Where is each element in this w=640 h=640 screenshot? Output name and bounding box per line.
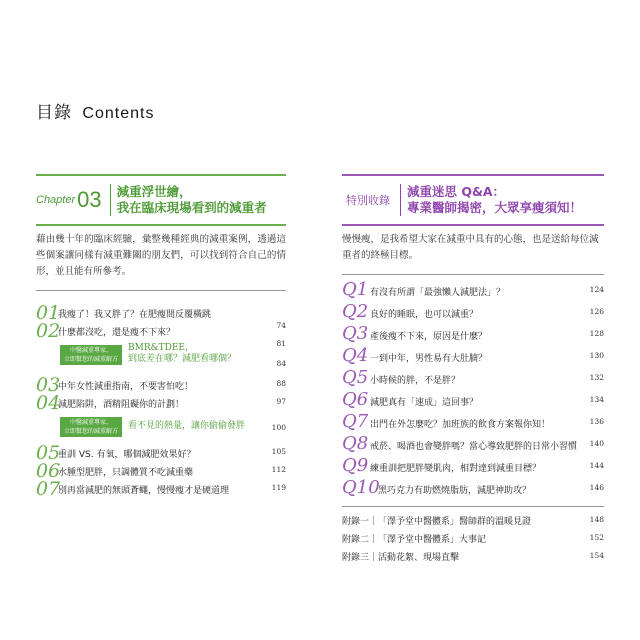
qa-item[interactable] [342, 455, 604, 476]
toc-item[interactable] [36, 392, 286, 414]
item-page: 105 [271, 447, 286, 456]
qa-page: 146 [589, 483, 604, 492]
qa-number: Q6 [342, 389, 369, 410]
qa-title: 有沒有所謂「最強懶人減肥法」？ [370, 288, 506, 298]
qa-number: Q8 [342, 433, 369, 454]
special-title-line-1: 減重迷思 Q&A： [407, 184, 506, 199]
item-title: 什麼都沒吃，還是瘦不下來？ [58, 328, 176, 338]
qa-title: 減肥真有「速成」這回事？ [370, 398, 479, 408]
qa-title: 練重訓把肥胖變肌肉，相對達到減重目標？ [370, 464, 542, 474]
toc-item[interactable] [36, 460, 286, 482]
chapter-number: 03 [77, 187, 102, 212]
qa-title: 小時候的胖，不是胖？ [370, 376, 461, 386]
item-page: 119 [271, 483, 286, 492]
special-label: 特別收錄 [346, 194, 390, 207]
item-number: 05 [36, 442, 61, 464]
item-title: 別再當減肥的無頭蒼蠅，慢慢瘦才是硬道理 [58, 486, 230, 496]
special-intro: 慢慢瘦，是我希望大家在減重中具有的心態，也是送給每位減重者的終極目標。 [342, 234, 599, 261]
qa-number: Q1 [342, 279, 369, 300]
qa-item[interactable] [342, 301, 604, 322]
page-title [36, 98, 154, 123]
item-page: 97 [276, 397, 286, 406]
badge-line-1: 中醫減重專家， [69, 347, 112, 354]
toc-item[interactable] [36, 302, 286, 324]
sub-item-page: 100 [271, 423, 286, 432]
chapter-intro: 藉由幾十年的臨床經驗，彙整幾種經典的減重案例，透過這些個案讓同樣有減重難關的朋友們，可以找到符合自己的情形，並且能有所參考。 [36, 234, 286, 277]
chapter-header [36, 176, 286, 224]
qa-number: Q4 [342, 345, 369, 366]
item-number: 02 [36, 320, 61, 342]
badge-line-1: 中醫減重專家， [69, 419, 112, 426]
special-bottom-rule [342, 224, 604, 226]
item-title: 我瘦了！我又胖了？在肥瘦間反覆橫跳 [58, 310, 212, 320]
qa-title: 戒菸、喝酒也會變胖嗎？當心導致肥胖的日常小習慣 [370, 442, 578, 452]
appendix-item[interactable] [342, 532, 604, 546]
item-page: 112 [271, 465, 286, 474]
appendix-title: 附錄二｜「澤予堂中醫體系」大事記 [342, 535, 487, 545]
qa-number: Q2 [342, 301, 369, 322]
qa-title: 一到中年，男性易有大肚腩？ [370, 354, 488, 364]
special-title [400, 184, 582, 216]
item-number: 03 [36, 374, 61, 396]
sub-item-title[interactable] [128, 421, 245, 432]
badge-line-2: 立即幫您的減重解方 [63, 428, 118, 435]
special-column [342, 174, 604, 564]
item-title: 減肥陷阱，酒精阻礙你的計劃！ [58, 400, 185, 410]
appendix-title: 附錄一｜「澤予堂中醫體系」醫師群的溫暖見證 [342, 517, 532, 527]
qa-item[interactable] [342, 433, 604, 454]
appendix-page: 154 [589, 551, 604, 560]
sub-title-line-1: BMR&TDEE， [128, 343, 194, 353]
item-title: 中年女性減重指南，不要害怕吃！ [58, 382, 194, 392]
toc-item[interactable] [36, 320, 286, 342]
qa-separator [342, 274, 604, 275]
qa-number: Q3 [342, 323, 369, 344]
expert-badge [60, 345, 122, 365]
qa-page: 124 [589, 285, 604, 294]
special-header [342, 176, 604, 224]
chapter-title-line-1: 減重浮世繪， [116, 184, 192, 199]
qa-number: Q10 [342, 477, 380, 498]
chapter-toc [36, 297, 286, 500]
item-number: 04 [36, 392, 61, 414]
item-page: 81 [276, 339, 286, 348]
qa-number: Q5 [342, 367, 369, 388]
qa-item[interactable] [342, 477, 604, 498]
qa-item[interactable] [342, 345, 604, 366]
toc-item[interactable] [36, 374, 286, 396]
qa-page: 144 [589, 461, 604, 470]
appendix-page: 152 [589, 533, 604, 542]
qa-page: 130 [589, 351, 604, 360]
appendix-item[interactable] [342, 514, 604, 528]
qa-item[interactable] [342, 279, 604, 300]
qa-page: 126 [589, 307, 604, 316]
qa-page: 132 [589, 373, 604, 382]
item-page: 88 [276, 379, 286, 388]
qa-title: 良好的睡眠，也可以減重？ [370, 310, 479, 320]
toc-item[interactable] [36, 478, 286, 500]
sub-title-line-2: 到底差在哪？減肥看哪個？ [128, 354, 237, 364]
title-en: Contents [82, 105, 155, 122]
badge-line-2: 立即幫您的減重解方 [63, 356, 118, 363]
qa-item[interactable] [342, 323, 604, 344]
chapter-label: Chapter [36, 194, 76, 206]
appendix-item[interactable] [342, 550, 604, 564]
item-number: 07 [36, 478, 61, 500]
qa-title: 黑巧克力有助燃燒脂肪，減肥神助攻？ [378, 486, 532, 496]
qa-title: 產後瘦不下來，原因是什麼？ [370, 332, 488, 342]
qa-number: Q9 [342, 455, 369, 476]
qa-page: 134 [589, 395, 604, 404]
toc-item[interactable] [36, 442, 286, 464]
chapter-column [36, 174, 286, 500]
chapter-title [110, 184, 267, 216]
item-number: 01 [36, 302, 61, 324]
title-zh: 目錄 [36, 103, 72, 123]
chapter-title-line-2: 我在臨床現場看到的減重者 [116, 200, 267, 215]
qa-page: 128 [589, 329, 604, 338]
sub-item-title[interactable] [128, 343, 236, 365]
item-title: 重訓 VS. 有氧，哪個減肥效果好？ [58, 450, 196, 460]
special-title-line-2: 專業醫師揭密，大眾享瘦須知！ [407, 200, 583, 215]
expert-badge [60, 417, 122, 437]
appendix-separator [342, 506, 604, 507]
chapter-bottom-rule [36, 224, 286, 226]
appendix-page: 148 [589, 515, 604, 524]
chapter-separator [36, 290, 286, 291]
item-page: 74 [276, 321, 286, 330]
qa-item[interactable] [342, 367, 604, 388]
sub-item-page: 84 [276, 359, 286, 368]
qa-item[interactable] [342, 411, 604, 432]
appendix-title: 附錄三｜活動花絮、現場直擊 [342, 553, 460, 563]
item-number: 06 [36, 460, 61, 482]
qa-page: 136 [589, 417, 604, 426]
qa-title: 出門在外怎麼吃？加班族的飲食方案報你知！ [370, 420, 551, 430]
sub-title-line-1: 看不見的熱量，讓你偷偷發胖 [128, 421, 246, 431]
qa-number: Q7 [342, 411, 369, 432]
qa-page: 140 [589, 439, 604, 448]
qa-item[interactable] [342, 389, 604, 410]
qa-toc [342, 274, 604, 564]
item-title: 水腫型肥胖，只調體質不吃減重藥 [58, 468, 194, 478]
